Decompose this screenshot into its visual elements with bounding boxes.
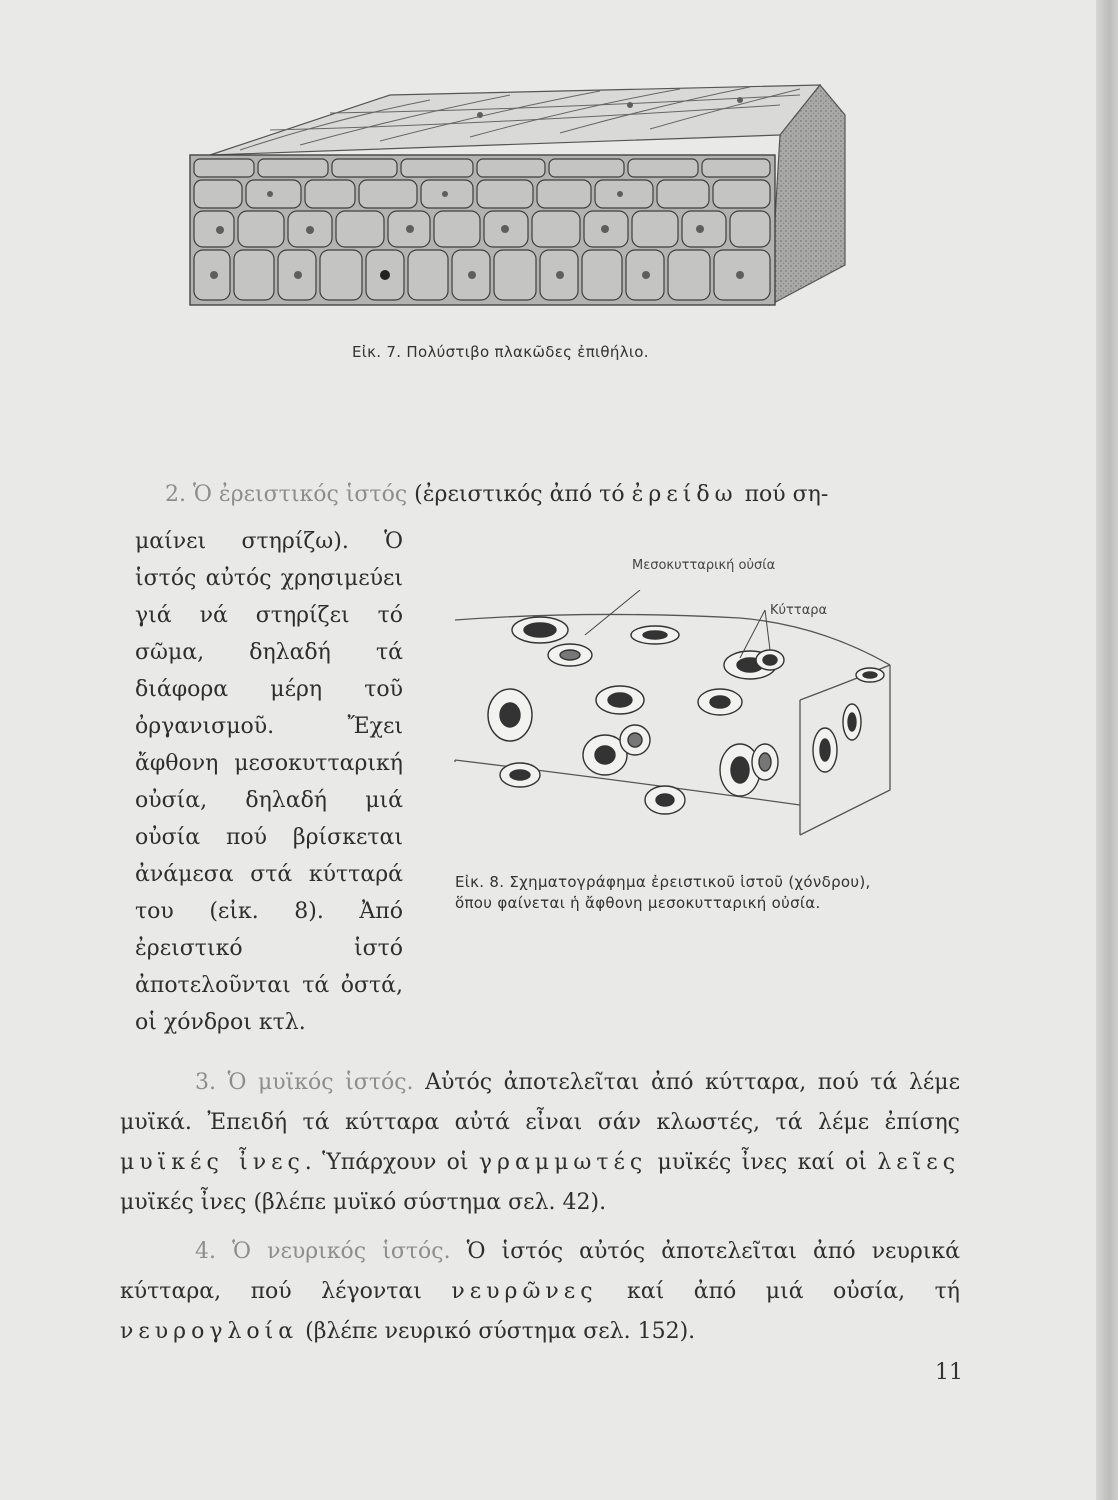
section-3-heading: 3. Ὁ μυϊκός ἱστός. bbox=[195, 1070, 414, 1095]
section-3-text-1: Αὐτός ἀποτελεῖται ἀπό κύτταρα, πού τά λέμε μυϊκά. Ἐπειδή τά κύτταρα αὐτά εἶναι σάν κλωστές, τά λέμε ἐπίσης bbox=[120, 1070, 961, 1135]
section-3-spaced-3: λεῖες bbox=[877, 1150, 961, 1175]
figure-8-label-matrix: Μεσοκυτταρική οὐσία bbox=[632, 558, 776, 573]
page-number: 11 bbox=[935, 1360, 963, 1385]
section-3-text-4: μυϊκές ἶνες (βλέπε μυϊκό σύστημα σελ. 42). bbox=[120, 1190, 607, 1215]
section-2-heading: 2. Ὁ ἐρειστικός ἱστός bbox=[165, 482, 408, 507]
section-3-spaced-1: μυϊκές ἶνες bbox=[120, 1150, 305, 1175]
section-4-spaced-1: νευρῶνες bbox=[451, 1279, 598, 1304]
section-3-text-2: . Ὑπάρχουν οἱ bbox=[304, 1150, 469, 1175]
section-3-spaced-2: γραμμωτές bbox=[478, 1150, 648, 1175]
figure-7-epithelium-illustration bbox=[180, 75, 860, 315]
section-2-spaced-word: ἐρείδω bbox=[631, 482, 738, 507]
section-2-intro-end: πού ση- bbox=[744, 482, 829, 507]
figure-7-caption: Εἰκ. 7. Πολύστιβο πλακῶδες ἐπιθήλιο. bbox=[352, 343, 649, 361]
section-3 bbox=[120, 1063, 960, 1223]
section-3-text-3: μυϊκές ἶνες καί οἱ bbox=[657, 1150, 868, 1175]
section-4-text-1: Ὁ ἱστός αὐτός ἀποτελεῖται ἀπό νευρικά κύτταρα, πού λέγονται bbox=[120, 1239, 960, 1304]
section-4 bbox=[120, 1232, 960, 1352]
section-4-heading: 4. Ὁ νευρικός ἱστός. bbox=[195, 1239, 451, 1264]
figure-8-caption: Εἰκ. 8. Σχηματογράφημα ἐρειστικοῦ ἱστοῦ (χόνδρου), ὅπου φαίνεται ἡ ἄφθονη μεσοκυτταρική οὐσία. bbox=[455, 873, 871, 912]
figure-8-label-cells: Κύτταρα bbox=[770, 603, 828, 618]
section-4-text-2: καί ἀπό μιά οὐσία, τή bbox=[627, 1279, 960, 1304]
page-edge bbox=[1096, 0, 1118, 1500]
section-2-intro: (ἐρειστικός ἀπό τό bbox=[414, 482, 625, 507]
figure-8-cartilage-illustration bbox=[440, 590, 900, 850]
section-2-first-line bbox=[165, 475, 945, 515]
section-2-body: μαίνει στηρίζω). Ὁ ἱστός αὐτός χρησιμεύει γιά νά στηρίζει τό σῶμα, δηλαδή τά διάφορα μέρη τοῦ ὀργανισμοῦ. Ἔχει ἄφθονη μεσοκυτταρική οὐσία, δηλαδή μιά οὐσία πού βρίσκεται ἀνάμεσα στά κύτταρά του (εἰκ. 8). Ἀπό ἐρειστικό ἱστό ἀποτελοῦνται τά ὀστά, οἱ χόνδροι κτλ. bbox=[135, 529, 403, 1035]
section-4-text-3: (βλέπε νευρικό σύστημα σελ. 152). bbox=[305, 1319, 696, 1344]
section-4-spaced-2: νευρογλοία bbox=[120, 1319, 299, 1344]
